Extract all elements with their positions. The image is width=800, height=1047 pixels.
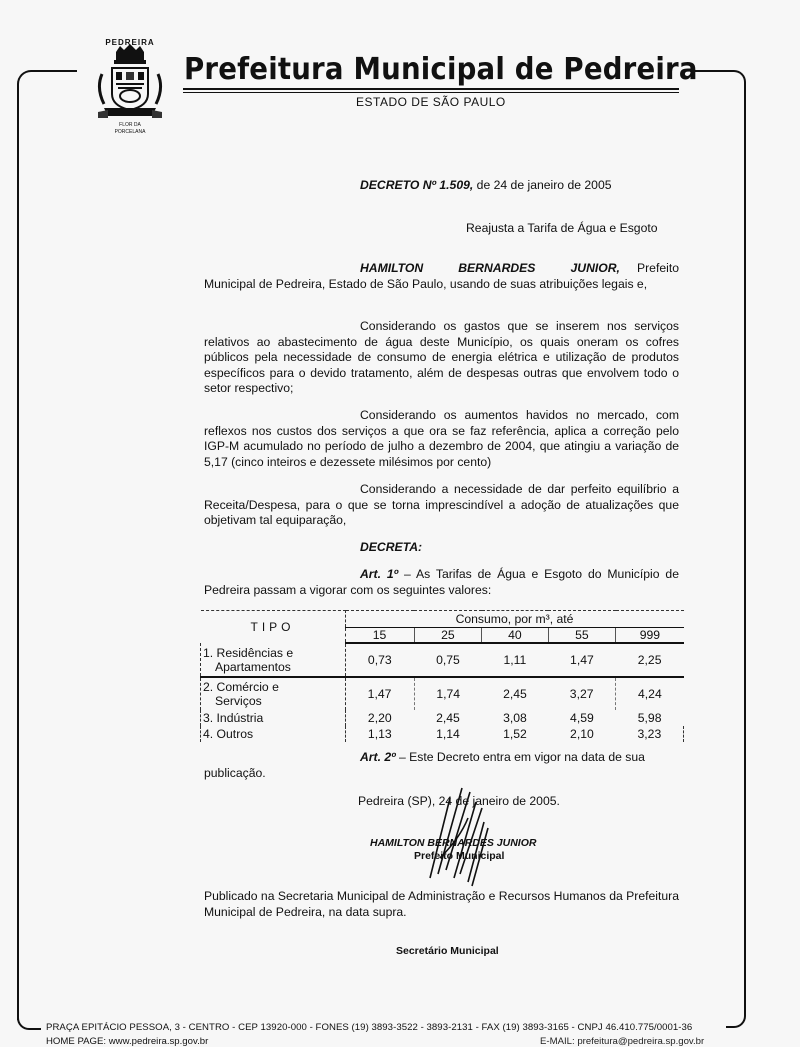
table-row [201, 643, 684, 677]
table-cell: 1,14 [436, 727, 460, 741]
row-type-line1: 2. Comércio e [203, 680, 279, 694]
footer-email: E-MAIL: prefeitura@pedreira.sp.gov.br [540, 1036, 705, 1047]
table-column-header: 999 [616, 628, 684, 644]
row-type [201, 677, 346, 710]
frame-right-border [744, 88, 746, 1008]
table-cell: 1,13 [367, 727, 392, 741]
letterhead-title: Prefeitura Municipal de Pedreira [184, 52, 698, 87]
decree-summary: Reajusta a Tarifa de Água e Esgoto [466, 221, 658, 235]
article-1-label: Art. 1º [360, 567, 399, 581]
row-type-line1: 4. Outros [203, 727, 254, 741]
article-2-text: – Este Decreto entra em vigor na data de sua [395, 750, 645, 764]
frame-corner-bottom-right [726, 1000, 746, 1028]
table-cell: 0,73 [345, 643, 414, 677]
table-cell: 2,45 [436, 711, 460, 725]
decree-preamble [204, 261, 679, 292]
letterhead-rule [183, 88, 679, 90]
table-header-type: TIPO [201, 611, 346, 644]
crest-motto-line1: FLOR DA [119, 122, 141, 128]
row-type [201, 710, 346, 726]
article-1 [204, 567, 679, 598]
row-type [201, 726, 346, 742]
frame-corner-top-right [690, 70, 746, 92]
frame-corner-bottom-left [17, 1010, 41, 1030]
table-column-header: 25 [414, 628, 482, 644]
frame-left-border [17, 88, 19, 1020]
table-column-header: 40 [482, 628, 548, 644]
article-2 [360, 750, 645, 766]
mayor-name: HAMILTON BERNARDES JUNIOR, [360, 261, 620, 275]
table-column-header: 55 [548, 628, 616, 644]
place-date: Pedreira (SP), 24 de janeiro de 2005. [358, 794, 560, 808]
letterhead-rule-thin [183, 92, 679, 93]
decree-number: DECRETO Nº 1.509, [360, 178, 474, 192]
row-type-line1: 3. Indústria [203, 711, 264, 725]
table-row [201, 677, 684, 710]
article-2-label: Art. 2º [360, 750, 396, 764]
table-row [201, 726, 684, 742]
handwritten-signature [410, 778, 510, 888]
footer-homepage: HOME PAGE: www.pedreira.sp.gov.br [46, 1036, 209, 1047]
table-cell: 3,08 [503, 711, 527, 725]
table-cell: 1,74 [414, 677, 482, 710]
row-type-line1: 1. Residências e [203, 645, 294, 660]
article-1-text: – As Tarifas de Água e Esgoto do Município de Pedreira passam a vigorar com os seguintes valores: [204, 567, 679, 597]
table-cell: 5,98 [637, 711, 662, 725]
table-cell: 2,10 [570, 727, 594, 741]
frame-corner-top-left [17, 70, 77, 92]
table-cell: 1,47 [548, 643, 616, 677]
row-type [201, 643, 346, 677]
table-cell: 4,59 [570, 711, 594, 725]
consideration-2: Considerando os aumentos havidos no mercado, com reflexos nos custos dos serviços a que ora se faz referência, aplica a correção pelo IGP-M acumulado no período de julho a dezembro de 2004, que atingiu a variação de 5,17 (cinco inteiros e dezessete milésimos por cento) [204, 408, 679, 469]
secretary-signature-line: Secretário Municipal [396, 945, 499, 957]
table-cell: 2,45 [503, 687, 527, 701]
municipal-crest-logo [90, 38, 170, 138]
crest-motto-line2: PORCELANA [114, 129, 146, 135]
table-cell: 1,52 [503, 727, 527, 741]
table-row [201, 710, 684, 726]
table-header-consumption: Consumo, por m³, até [345, 611, 684, 628]
table-cell: 1,11 [482, 643, 548, 677]
footer-address: PRAÇA EPITÁCIO PESSOA, 3 - CENTRO - CEP 13920-000 - FONES (19) 3893-3522 - 3893-2131 - FAX (19) 3893-3165 - CNPJ 46.410.775/0001-36 [46, 1022, 693, 1033]
table-cell: 0,75 [414, 643, 482, 677]
table-column-header: 15 [345, 628, 414, 644]
preamble-text: Prefeito Municipal de Pedreira, Estado de São Paulo, usando de suas atribuições legais e, [204, 261, 679, 291]
table-cell: 2,25 [616, 643, 684, 677]
consideration-1: Considerando os gastos que se inserem nos serviços relativos ao abastecimento de água deste Município, os quais oneram os cofres públicos pela necessidade de consumo de energia elétrica e utilização de produtos específicos para o devido tratamento, além de despesas outras que envolvem todo o setor respectivo; [204, 319, 679, 396]
consideration-3: Considerando a necessidade de dar perfeito equilíbrio a Receita/Despesa, para o que se torna imprescindível a adoção de atualizações que objetivam tal equiparação, [204, 482, 679, 528]
crest-top-text: PEDREIRA [105, 38, 155, 47]
row-type-line2: Serviços [215, 694, 262, 708]
table-cell: 1,47 [367, 687, 392, 701]
table-cell: 4,24 [616, 677, 684, 710]
row-type-line2: Apartamentos [215, 659, 291, 674]
decree-heading [360, 178, 612, 194]
publication-note: Publicado na Secretaria Municipal de Administração e Recursos Humanos da Prefeitura Municipal de Pedreira, na data supra. [204, 889, 679, 919]
crest-motto [90, 122, 170, 136]
signer-name: HAMILTON BERNARDES JUNIOR [370, 837, 537, 849]
table-cell: 3,27 [569, 687, 594, 701]
letterhead-subtitle: ESTADO DE SÃO PAULO [356, 95, 506, 109]
decree-date: de 24 de janeiro de 2005 [473, 178, 612, 192]
signer-title: Prefeito Municipal [414, 850, 505, 862]
decreta-heading: DECRETA: [360, 540, 423, 554]
coat-of-arms-icon [90, 38, 170, 124]
article-2-continuation: publicação. [204, 766, 266, 780]
table-cell: 2,20 [367, 711, 392, 725]
table-cell: 3,23 [616, 726, 684, 742]
tariff-table [200, 610, 684, 742]
